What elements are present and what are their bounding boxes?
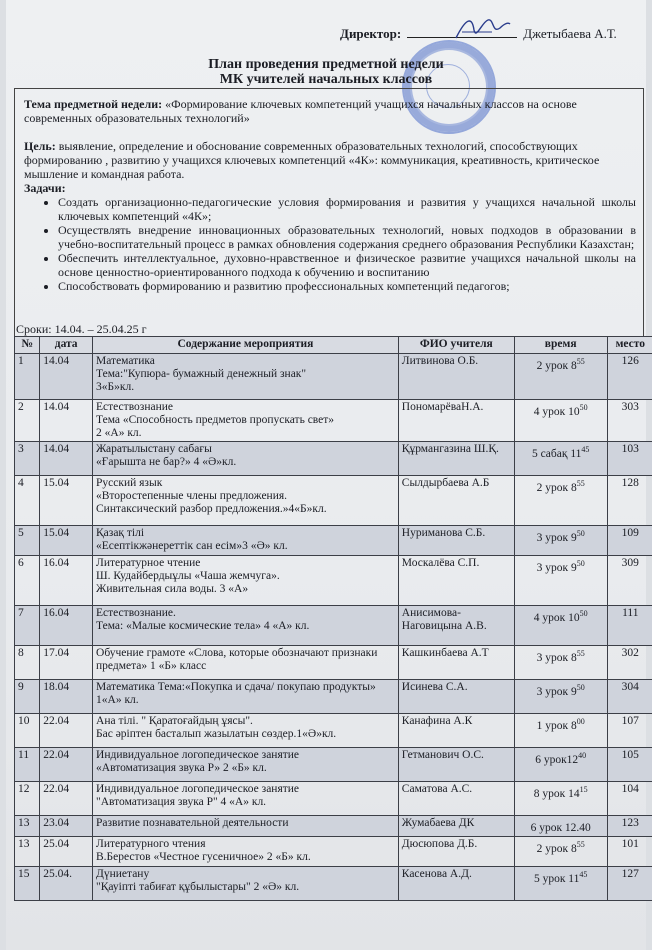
row-number: 1 xyxy=(15,354,40,400)
time-value: 6 урок 12.40 xyxy=(530,821,591,834)
row-teacher: Литвинова О.Б. xyxy=(398,354,514,400)
row-place: 304 xyxy=(607,680,652,714)
row-content: Дүниетану "Қауіпті табиғат құбылыстары" 2 «Ә» кл. xyxy=(93,866,399,900)
time-minutes: 55 xyxy=(576,649,585,658)
title-line-1: План проведения предметной недели xyxy=(208,57,444,72)
row-teacher: Исинева С.А. xyxy=(398,680,514,714)
row-date: 22.04 xyxy=(40,714,93,748)
time-minutes: 45 xyxy=(579,869,588,879)
row-date: 15.04 xyxy=(40,526,93,556)
time-value: 8 урок 14 xyxy=(533,787,580,800)
row-content: Индивидуальное логопедическое занятие "Автоматизация звука Р" 4 «А» кл. xyxy=(93,782,399,816)
row-place: 103 xyxy=(607,442,652,476)
table-row xyxy=(15,748,652,782)
topic-paragraph xyxy=(24,97,636,125)
time-minutes: 50 xyxy=(579,403,588,412)
row-time xyxy=(514,400,607,442)
table-row xyxy=(15,714,652,748)
row-date: 14.04 xyxy=(40,354,93,400)
row-time xyxy=(514,476,607,526)
task-item: • Обеспечить интеллектуальное, духовно-нравственное и физическое развитие учащихся начальной школы на основе ценностно-ориентированного подхода к обучению и воспитанию xyxy=(58,251,636,279)
row-time xyxy=(514,836,607,866)
goal-text: выявление, определение и обоснование современных образовательных технологий, способствующих формированию , развитию у учащихся ключевых компетенций «4К»: коммуникация, креативность, критическое мышление и командная работа. xyxy=(24,139,600,181)
row-date: 22.04 xyxy=(40,782,93,816)
row-number: 9 xyxy=(15,680,40,714)
time-value: 3 урок 9 xyxy=(536,531,577,544)
table-row xyxy=(15,442,652,476)
row-date: 25.04. xyxy=(40,866,93,900)
time-minutes: 55 xyxy=(576,839,585,849)
row-place: 107 xyxy=(607,714,652,748)
goal-label: Цель: xyxy=(24,139,56,153)
row-number: 4 xyxy=(15,476,40,526)
table-row xyxy=(15,680,652,714)
table-row xyxy=(15,400,652,442)
row-content: Литературного чтения В.Берестов «Честное гусеничное» 2 «Б» кл. xyxy=(93,836,399,866)
row-date: 15.04 xyxy=(40,476,93,526)
row-time xyxy=(514,606,607,646)
row-teacher: Жумабаева ДК xyxy=(398,816,514,837)
time-value: 2 урок 8 xyxy=(536,842,577,855)
row-teacher: Құрмангазина Ш.Қ. xyxy=(398,442,514,476)
title-line-2: МК учителей начальных классов xyxy=(219,72,433,87)
row-place: 109 xyxy=(607,526,652,556)
row-number: 8 xyxy=(15,646,40,680)
table-body xyxy=(15,354,652,901)
header-content: Содержание мероприятия xyxy=(93,337,399,354)
director-name: Джетыбаева А.Т. xyxy=(523,26,617,41)
row-time xyxy=(514,866,607,900)
row-content: Обучение грамоте «Слова, которые обозначают признаки предмета» 1 «Б» класс xyxy=(93,646,399,680)
time-minutes: 50 xyxy=(579,609,588,618)
task-item: • Осуществлять внедрение инновационных образовательных технологий, новых подходов в образовании в учебно-воспитательный процесс в рамках обновления содержания среднего образования Республики Казахстан; xyxy=(58,223,636,251)
table-row xyxy=(15,782,652,816)
row-teacher: Сылдырбаева А.Б xyxy=(398,476,514,526)
row-place: 128 xyxy=(607,476,652,526)
row-place: 101 xyxy=(607,836,652,866)
row-teacher: ПономарёваН.А. xyxy=(398,400,514,442)
time-value: 2 урок 8 xyxy=(536,481,577,494)
period-text: Сроки: 14.04. – 25.04.25 г xyxy=(16,322,147,336)
time-value: 5 урок 11 xyxy=(533,872,580,885)
row-teacher: Канафина А.К xyxy=(398,714,514,748)
row-teacher: Москалёва С.П. xyxy=(398,556,514,606)
task-item: • Способствовать формированию и развитию профессиональных компетенций педагогов; xyxy=(58,279,636,293)
row-number: 3 xyxy=(15,442,40,476)
table-row xyxy=(15,556,652,606)
row-time xyxy=(514,442,607,476)
row-time xyxy=(514,526,607,556)
table-row xyxy=(15,836,652,866)
time-value: 5 сабақ 11 xyxy=(531,447,582,460)
table-row xyxy=(15,866,652,900)
row-time xyxy=(514,680,607,714)
time-minutes: 15 xyxy=(579,785,588,794)
row-date: 25.04 xyxy=(40,836,93,866)
header-place: место xyxy=(607,337,652,354)
time-minutes: 45 xyxy=(581,445,590,454)
time-minutes: 50 xyxy=(576,529,585,538)
row-content: Естествознание. Тема: «Малые космические тела» 4 «А» кл. xyxy=(93,606,399,646)
header-num: № xyxy=(15,337,40,354)
table-header-row xyxy=(15,337,652,354)
time-value: 2 урок 8 xyxy=(536,359,577,372)
row-content: Қазақ тілі «Есептікжәнереттік сан есім»3 «Ә» кл. xyxy=(93,526,399,556)
row-place: 302 xyxy=(607,646,652,680)
time-value: 3 урок 9 xyxy=(536,561,577,574)
row-teacher: Касенова А.Д. xyxy=(398,866,514,900)
row-number: 13 xyxy=(15,816,40,837)
intro-section xyxy=(24,97,636,293)
time-minutes: 55 xyxy=(576,479,585,488)
header-date: дата xyxy=(40,337,93,354)
row-number: 2 xyxy=(15,400,40,442)
row-content: Русский язык «Второстепенные члены предложения. Синтаксический разбор предложения.»4«Б»кл. xyxy=(93,476,399,526)
time-value: 6 урок12 xyxy=(535,753,579,766)
row-teacher: Дюсюпова Д.Б. xyxy=(398,836,514,866)
table-row xyxy=(15,476,652,526)
row-teacher: Гетманович О.С. xyxy=(398,748,514,782)
row-place: 303 xyxy=(607,400,652,442)
row-content: Развитие познавательной деятельности xyxy=(93,816,399,837)
page-title xyxy=(0,57,652,87)
time-minutes: 50 xyxy=(576,559,585,568)
topic-text: «Формирование ключевых компетенций учащихся начальных классов на основе современных образовательных технологий» xyxy=(24,97,577,125)
topic-label: Тема предметной недели: xyxy=(24,97,163,111)
row-time xyxy=(514,556,607,606)
row-date: 17.04 xyxy=(40,646,93,680)
row-content: Математика Тема:"Купюра- бумажный денежный знак" 3«Б»кл. xyxy=(93,354,399,400)
time-value: 4 урок 10 xyxy=(533,611,580,624)
row-time xyxy=(514,782,607,816)
row-content: Естествознание Тема «Способность предметов пропускать свет» 2 «А» кл. xyxy=(93,400,399,442)
time-value: 3 урок 8 xyxy=(536,651,577,664)
time-value: 1 урок 8 xyxy=(536,719,577,732)
row-date: 16.04 xyxy=(40,606,93,646)
row-time xyxy=(514,714,607,748)
handwritten-signature xyxy=(452,12,512,44)
row-content: Ана тілі. " Қаратоғайдың ұясы". Бас әріптен басталып жазылатын сөздер.1«Ә»кл. xyxy=(93,714,399,748)
table-row xyxy=(15,526,652,556)
row-date: 14.04 xyxy=(40,442,93,476)
row-place: 309 xyxy=(607,556,652,606)
time-value: 4 урок 10 xyxy=(533,405,580,418)
tasks-title: Задачи: xyxy=(24,181,66,195)
row-place: 127 xyxy=(607,866,652,900)
row-number: 6 xyxy=(15,556,40,606)
time-minutes: 55 xyxy=(576,357,585,366)
row-time xyxy=(514,646,607,680)
row-place: 105 xyxy=(607,748,652,782)
row-teacher: Кашкинбаева А.Т xyxy=(398,646,514,680)
row-number: 13 xyxy=(15,836,40,866)
row-date: 22.04 xyxy=(40,748,93,782)
events-table xyxy=(14,336,652,901)
row-place: 126 xyxy=(607,354,652,400)
row-number: 11 xyxy=(15,748,40,782)
table-row xyxy=(15,606,652,646)
director-label: Директор: xyxy=(340,26,402,41)
row-content: Жаратылыстану сабағы «Ғарышта не бар?» 4 «Ә»кл. xyxy=(93,442,399,476)
header-teacher: ФИО учителя xyxy=(398,337,514,354)
row-number: 5 xyxy=(15,526,40,556)
row-time xyxy=(514,816,607,837)
row-number: 12 xyxy=(15,782,40,816)
row-date: 18.04 xyxy=(40,680,93,714)
row-place: 123 xyxy=(607,816,652,837)
header-time: время xyxy=(514,337,607,354)
row-time xyxy=(514,748,607,782)
row-teacher: Саматова А.С. xyxy=(398,782,514,816)
row-number: 10 xyxy=(15,714,40,748)
row-place: 104 xyxy=(607,782,652,816)
row-number: 7 xyxy=(15,606,40,646)
table-row xyxy=(15,354,652,400)
row-date: 23.04 xyxy=(40,816,93,837)
row-teacher: Нуриманова С.Б. xyxy=(398,526,514,556)
task-item: • Создать организационно-педагогические условия формирования и развития у учащихся начальной школы ключевых компетенций «4К»; xyxy=(58,195,636,223)
table-row xyxy=(15,646,652,680)
row-teacher: Анисимова-Наговицына А.В. xyxy=(398,606,514,646)
row-content: Индивидуальное логопедическое занятие «Автоматизация звука Р» 2 «Б» кл. xyxy=(93,748,399,782)
row-content: Математика Тема:«Покупка и сдача/ покупаю продукты» 1«А» кл. xyxy=(93,680,399,714)
table-row xyxy=(15,816,652,837)
row-date: 14.04 xyxy=(40,400,93,442)
time-minutes: 00 xyxy=(576,717,585,726)
row-date: 16.04 xyxy=(40,556,93,606)
row-content: Литературное чтение Ш. Кудайбердыұлы «Чаша жемчуга». Живительная сила воды. 3 «А» xyxy=(93,556,399,606)
row-time xyxy=(514,354,607,400)
row-number: 15 xyxy=(15,866,40,900)
tasks-list xyxy=(24,195,636,293)
row-place: 111 xyxy=(607,606,652,646)
time-value: 3 урок 9 xyxy=(536,685,577,698)
goal-paragraph xyxy=(24,139,636,181)
time-minutes: 50 xyxy=(576,683,585,692)
time-minutes: 40 xyxy=(578,751,587,760)
